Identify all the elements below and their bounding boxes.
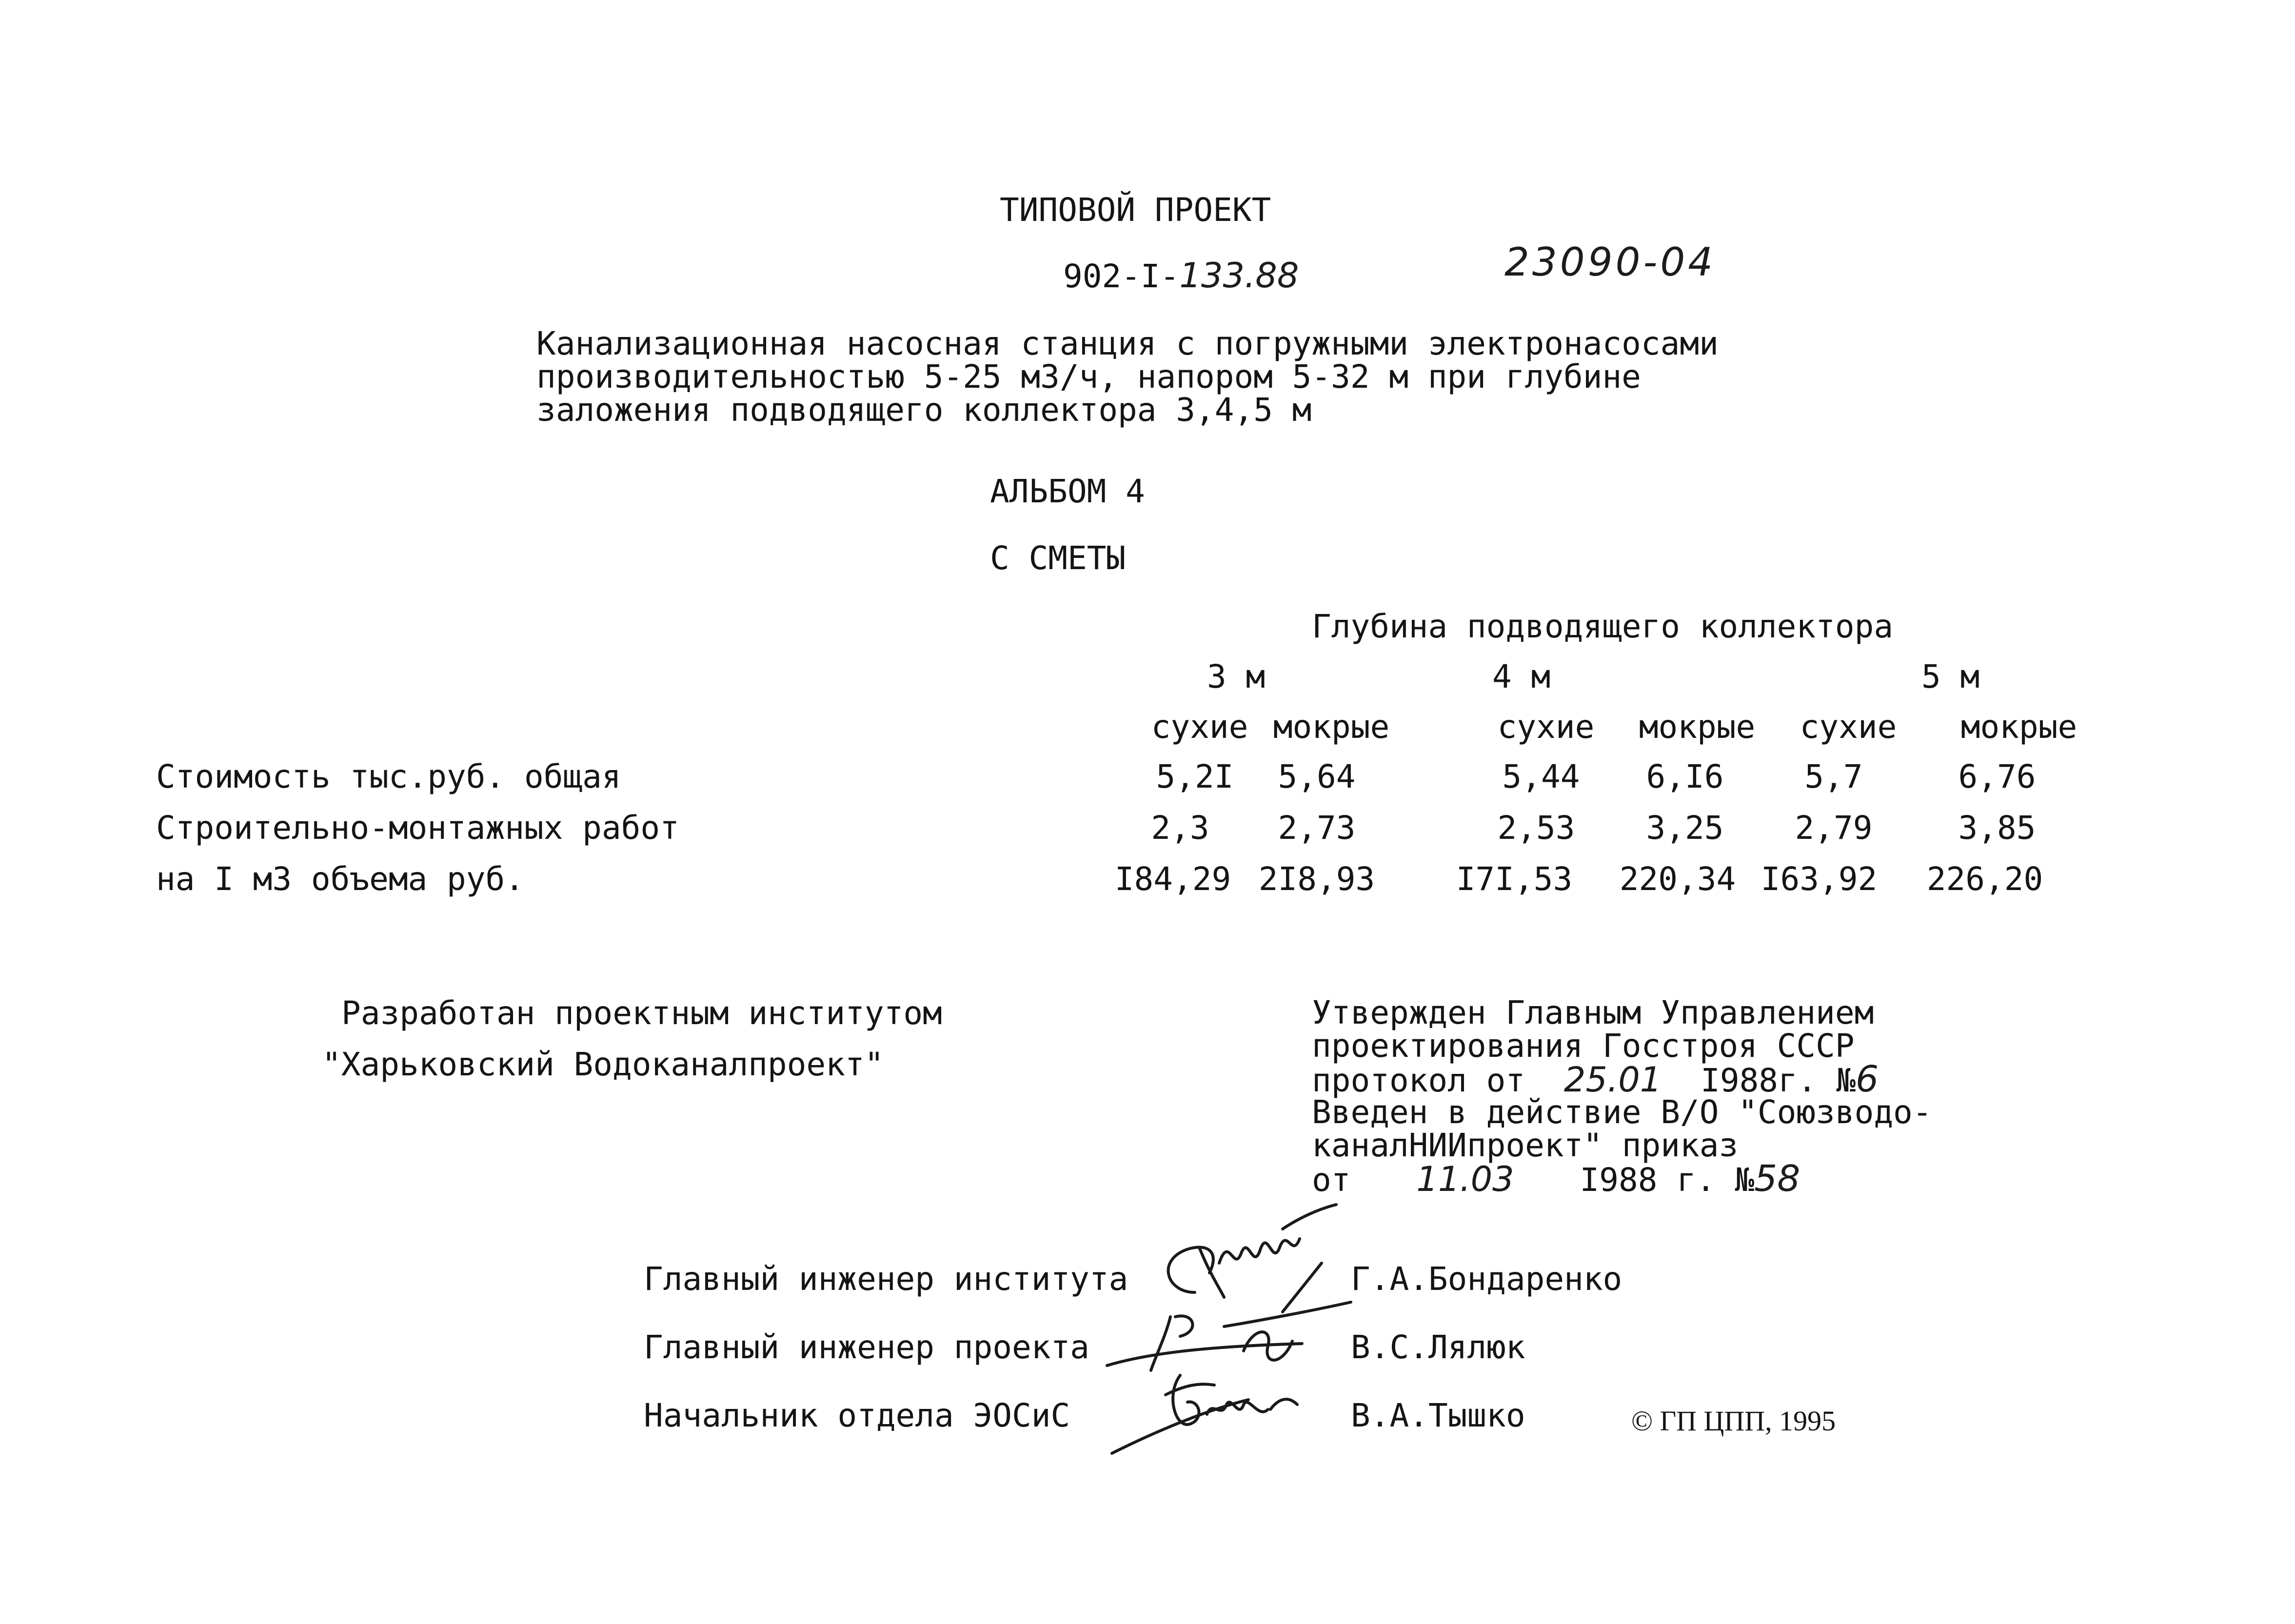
section-label: С СМЕТЫ (990, 539, 1126, 577)
table-cell: 5,2I (1156, 758, 1234, 795)
project-number-handwritten: 133.88 (1179, 256, 1299, 296)
table-cell: 226,20 (1926, 860, 2043, 898)
condition-header: сухие (1151, 708, 1248, 746)
protocol-prefix: протокол от (1312, 1062, 1525, 1099)
description-line-3: заложения подводящего коллектора 3,4,5 м (536, 391, 1312, 429)
condition-header: сухие (1497, 708, 1595, 746)
table-cell: 5,44 (1502, 758, 1580, 795)
row-label: на I м3 объема руб. (156, 860, 524, 898)
condition-header: мокрые (1639, 708, 1756, 746)
table-group-header: Глубина подводящего коллектора (1312, 608, 1894, 645)
signatory-name: В.С.Лялюк (1351, 1328, 1525, 1366)
project-number (1063, 256, 1299, 296)
table-cell: 220,34 (1619, 860, 1736, 898)
table-cell: 5,7 (1804, 758, 1863, 795)
description-line-2: производительностью 5-25 м3/ч, напором 5-32 м при глубине (536, 358, 1641, 396)
table-cell: 5,64 (1278, 758, 1356, 795)
row-label: Строительно-монтажных работ (156, 809, 679, 847)
approval-line-2: проектирования Госстроя СССР (1312, 1027, 1855, 1065)
table-cell: 3,25 (1646, 809, 1724, 847)
protocol-year: I988г. № (1701, 1062, 1856, 1099)
order-year: I988 г. № (1580, 1161, 1755, 1199)
order-prefix: от (1312, 1161, 1351, 1199)
inventory-number: 23090-04 (1504, 239, 1716, 285)
table-cell: I84,29 (1114, 860, 1231, 898)
developer-line-2: "Харьковский Водоканалпроект" (322, 1046, 884, 1083)
table-cell: 2,73 (1278, 809, 1356, 847)
approval-protocol (1312, 1058, 1879, 1100)
condition-header: мокрые (1960, 708, 2077, 746)
signatory-role: Главный инженер проекта (644, 1328, 1089, 1366)
condition-header: сухие (1800, 708, 1897, 746)
depth-header-4m: 4 м (1492, 658, 1551, 695)
signatory-name: Г.А.Бондаренко (1351, 1260, 1622, 1298)
table-cell: 6,I6 (1646, 758, 1724, 795)
description-line-1: Канализационная насосная станция с погружными электронасосами (536, 325, 1719, 362)
project-number-printed: 902-I- (1063, 257, 1180, 295)
depth-header-5m: 5 м (1921, 658, 1980, 695)
depth-header-3m: 3 м (1207, 658, 1266, 695)
row-label: Стоимость тыс.руб. общая (156, 758, 621, 795)
table-cell: I7I,53 (1456, 860, 1573, 898)
condition-header: мокрые (1273, 708, 1390, 746)
table-cell: 2,53 (1497, 809, 1575, 847)
protocol-number-handwritten: 6 (1855, 1058, 1879, 1100)
table-cell: 6,76 (1958, 758, 2036, 795)
developer-line-1: Разработан проектным институтом (341, 994, 942, 1032)
table-cell: 2,79 (1795, 809, 1873, 847)
document-title: ТИПОВОЙ ПРОЕКТ (1000, 191, 1271, 229)
table-cell: I63,92 (1761, 860, 1878, 898)
signature-tyshko (1102, 1356, 1326, 1463)
order-number-handwritten: 58 (1754, 1158, 1800, 1200)
order-date-handwritten: 11.03 (1416, 1159, 1514, 1199)
table-cell: 3,85 (1958, 809, 2036, 847)
album-label: АЛЬБОМ 4 (990, 473, 1145, 510)
protocol-date-handwritten: 25.01 (1563, 1060, 1662, 1100)
approval-line-1: Утвержден Главным Управлением (1312, 994, 1874, 1031)
approval-line-5: каналНИИпроект" приказ (1312, 1127, 1739, 1164)
table-cell: 2I8,93 (1258, 860, 1375, 898)
signatory-name: В.А.Тышко (1351, 1397, 1525, 1434)
signatory-role: Главный инженер института (644, 1260, 1128, 1298)
approval-line-4: Введен в действие В/О "Союзводо- (1312, 1093, 1932, 1131)
table-cell: 2,3 (1151, 809, 1209, 847)
signatory-role: Начальник отдела ЭОСиС (644, 1397, 1070, 1434)
copyright: © ГП ЦПП, 1995 (1631, 1405, 1836, 1437)
approval-order (1312, 1158, 1800, 1200)
